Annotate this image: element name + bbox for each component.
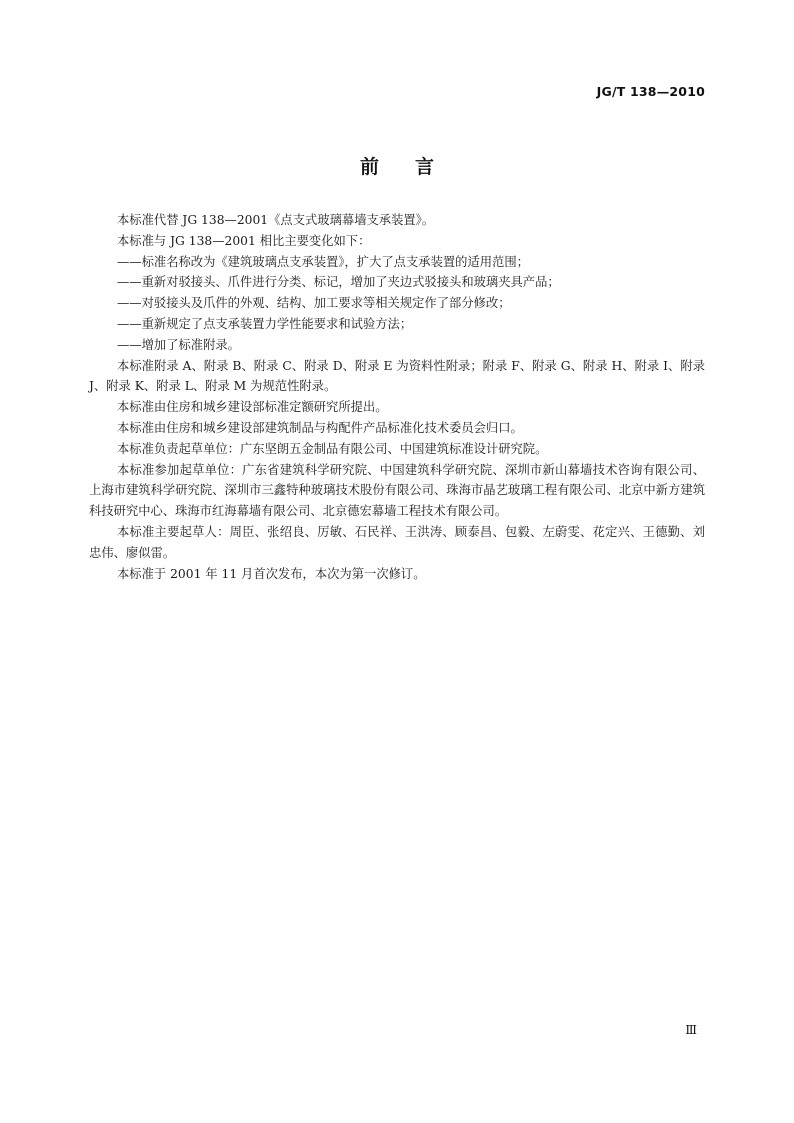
change-list-item: ——标准名称改为《建筑玻璃点支承装置》，扩大了点支承装置的适用范围；	[117, 254, 529, 269]
foreword-paragraph: 本标准由住房和城乡建设部标准定额研究所提出。	[117, 400, 388, 415]
foreword-paragraph: 本标准由住房和城乡建设部建筑制品与构配件产品标准化技术委员会归口。	[117, 420, 523, 435]
change-list-item: ——重新对驳接头、爪件进行分类、标记，增加了夹边式驳接头和玻璃夹具产品；	[117, 275, 560, 290]
foreword-paragraph: 本标准主要起草人：周臣、张绍良、厉敏、石民祥、王洪涛、顾泰昌、包毅、左蔚雯、花定兴、王德勤、刘忠伟、廖似雷。	[89, 524, 705, 560]
foreword-paragraph: 本标准于 2001 年 11 月首次发布，本次为第一次修订。	[117, 566, 426, 581]
foreword-paragraph: 本标准附录 A、附录 B、附录 C、附录 D、附录 E 为资料性附录；附录 F、附录 G、附录 H、附录 I、附录 J、附录 K、附录 L、附录 M 为规范性附录。	[89, 358, 705, 394]
foreword-paragraph: 本标准负责起草单位：广东坚朗五金制品有限公司、中国建筑标准设计研究院。	[117, 441, 548, 456]
change-list-item: ——对驳接头及爪件的外观、结构、加工要求等相关规定作了部分修改；	[117, 296, 511, 311]
change-list-item: ——重新规定了点支承装置力学性能要求和试验方法；	[117, 316, 413, 331]
foreword-body	[89, 210, 705, 584]
page-number: Ⅲ	[685, 1023, 697, 1037]
foreword-paragraph: 本标准参加起草单位：广东省建筑科学研究院、中国建筑科学研究院、深圳市新山幕墙技术咨询有限公司、上海市建筑科学研究院、深圳市三鑫特种玻璃技术股份有限公司、珠海市晶艺玻璃工程有限公司、北京中新方建筑科技研究中心、珠海市红海幕墙有限公司、北京德宏幕墙工程技术有限公司。	[89, 462, 705, 519]
page-title: 前言	[359, 156, 470, 178]
standard-code: JG/T 138—2010	[596, 84, 705, 99]
foreword-paragraph: 本标准与 JG 138—2001 相比主要变化如下：	[117, 233, 371, 248]
foreword-paragraph: 本标准代替 JG 138—2001《点支式玻璃幕墙支承装置》。	[117, 213, 435, 227]
change-list-item: ——增加了标准附录。	[117, 337, 240, 352]
